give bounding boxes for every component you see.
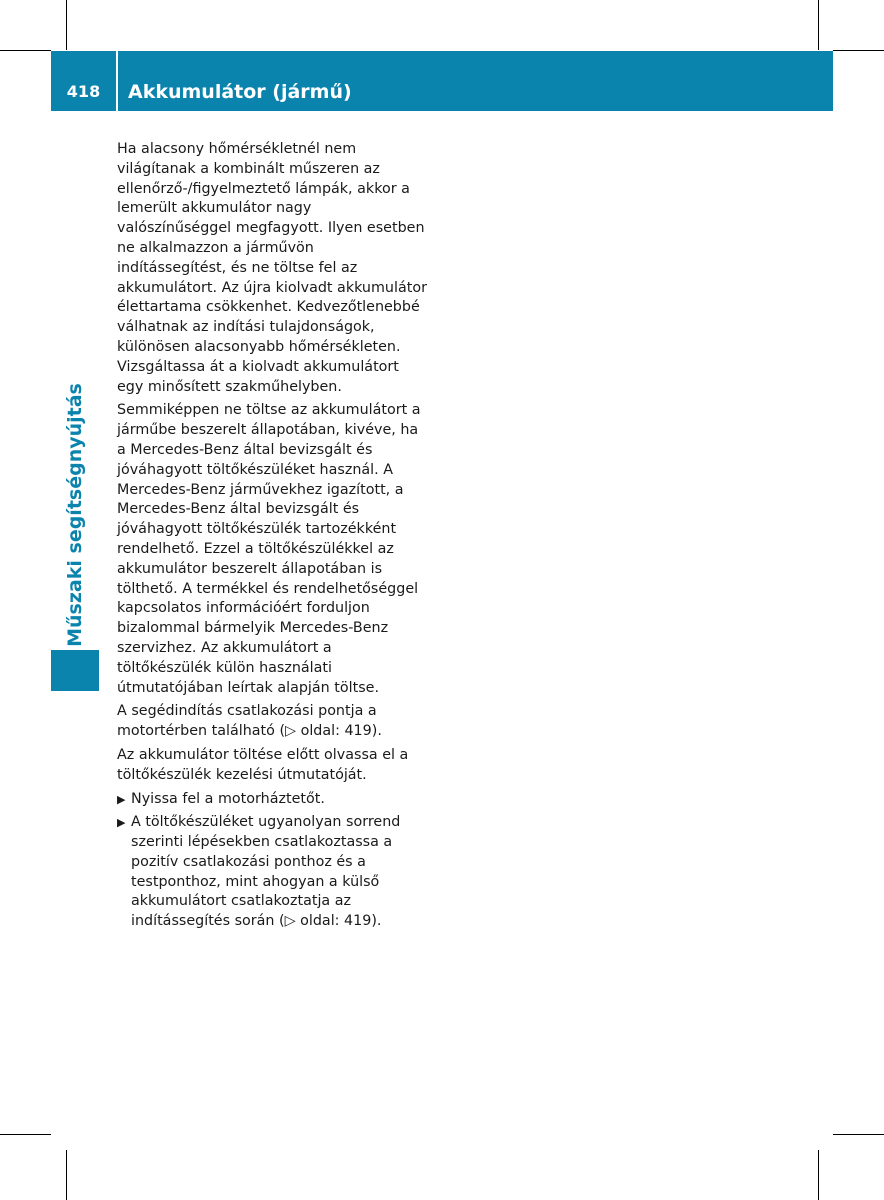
- instruction-text: A töltőkészüléket ugyanolyan sorrend szerinti lépésekben csatlakoztassa a pozitív csatlakozási ponthoz és a testponthoz, mint ahogyan a külső akkumulátort csatlakoztatja az indítássegítés során (▷ oldal: 419).: [131, 814, 401, 930]
- section-label: Műszaki segítségnyújtás: [64, 383, 86, 647]
- arrow-right-icon: ▶: [117, 792, 126, 806]
- page-title: Akkumulátor (jármű): [128, 81, 352, 103]
- page-number: 418: [66, 82, 101, 101]
- paragraph: A segédindítás csatlakozási pontja a motortérben található (▷ oldal: 419).: [117, 703, 382, 740]
- arrow-right-icon: ▶: [117, 816, 126, 830]
- instruction-step: [117, 790, 427, 810]
- crop-mark-bottom-right-h: [833, 1134, 884, 1135]
- crop-mark-bottom-right-v: [818, 1150, 819, 1200]
- crop-mark-top-left-h: [0, 50, 51, 51]
- paragraph: Semmiképpen ne töltse az akkumulátort a járműbe beszerelt állapotában, kivéve, ha a Mercedes-Benz által bevizsgált és jóváhagyott töltőkészüléket használ. A Mercedes-Benz járművekhez igazított, a Mercedes-Benz által bevizsgált és jóváhagyott töltőkészülék tartozékként rendelhető. Ezzel a töltőkészülékkel az akkumulátor beszerelt állapotában is tölthető. A termékkel és rendelhetőséggel kapcsolatos információért forduljon bizalommal bármelyik Mercedes-Benz szervizhez. Az akkumulátort a töltőkészülék külön használati útmutatójában leírtak alapján töltse.: [117, 402, 421, 696]
- crop-mark-bottom-left-v: [66, 1150, 67, 1200]
- paragraph: Ha alacsony hőmérsékletnél nem világítanak a kombinált műszeren az ellenőrző-/figyelmeztető lámpák, akkor a lemerült akkumulátor nagy valószínűséggel megfagyott. Ilyen esetben ne alkalmazzon a járművön indítássegítést, és ne töltse fel az akkumulátort. Az újra kiolvadt akkumulátor élettartama csökkenhet. Kedvezőtlenebbé válhatnak az indítási tulajdonságok, különösen alacsonyabb hőmérsékleten. Vizsgáltassa át a kiolvadt akkumulátort egy minősített szakműhelyben.: [117, 141, 427, 395]
- crop-mark-top-right-v: [818, 0, 819, 50]
- body-text: [117, 140, 427, 936]
- section-tab: [51, 650, 99, 691]
- crop-mark-top-right-h: [833, 50, 884, 51]
- instruction-text: Nyissa fel a motorháztetőt.: [131, 790, 325, 807]
- instruction-step: [117, 813, 427, 932]
- crop-mark-top-left-v: [66, 0, 67, 50]
- crop-mark-bottom-left-h: [0, 1134, 51, 1135]
- header-divider: [116, 51, 118, 111]
- paragraph: Az akkumulátor töltése előtt olvassa el a töltőkészülék kezelési útmutatóját.: [117, 746, 409, 783]
